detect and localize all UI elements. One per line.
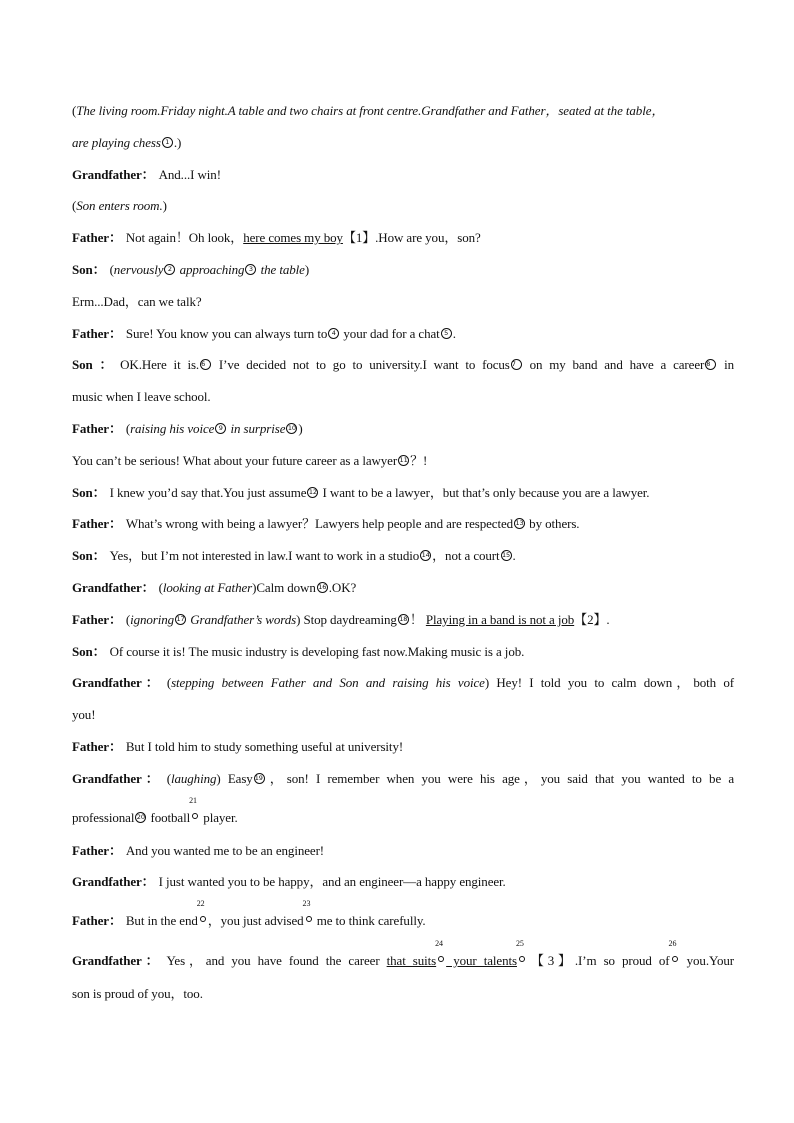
superscript-marker: 26 bbox=[671, 955, 679, 963]
underlined-phrase: Playing in a band is not a job bbox=[425, 611, 575, 627]
annotation-marker: 7 bbox=[511, 359, 522, 370]
dialogue-line: Son： I knew you’d say that.You just assume 12 I want to be a lawyer，but that’s only because you are a lawyer. bbox=[72, 484, 650, 500]
dialogue-line: Father： But in the end 22 ，you just advised 23 me to think carefully. bbox=[72, 899, 426, 929]
underlined-phrase: here comes my boy bbox=[243, 230, 343, 246]
dialogue-line bbox=[72, 384, 734, 416]
dialogue-text: And...I win! bbox=[158, 166, 221, 182]
dialogue-line: Grandfather： Yes，and you have found the career that suits 24 your talents 25 【3】.I’m so proud of 26 you.Your bbox=[72, 939, 734, 969]
annotation-marker: 9 bbox=[215, 423, 226, 434]
speaker-label: Father： bbox=[72, 420, 122, 436]
dialogue-text: Of course it is! The music industry is developing fast now.Making music is a job. bbox=[109, 643, 525, 659]
dialogue-text: I just wanted you to be happy，and an engineer—a happy engineer. bbox=[158, 874, 506, 890]
script-page bbox=[72, 98, 734, 1013]
annotation-marker: 10 bbox=[287, 423, 296, 432]
dialogue-text: Erm...Dad，can we talk? bbox=[72, 293, 202, 309]
dialogue-line: Grandfather： (looking at Father)Calm down 16 .OK? bbox=[72, 579, 357, 595]
stage-direction-line: (The living room.Friday night.A table and two chairs at front centre.Grandfather and Father，seated at the table， bbox=[72, 103, 665, 118]
dialogue-line: Son： (nervously 2 approaching 3 the table) bbox=[72, 261, 310, 277]
dialogue-line: Father： Sure! You know you can always turn to 4 your dad for a chat 5 . bbox=[72, 325, 456, 341]
annotation-marker: 4 bbox=[328, 328, 339, 339]
underlined-phrase: your talents bbox=[446, 953, 517, 969]
stage-direction-line: are playing chess 1 .) bbox=[72, 134, 182, 150]
annotation-marker: 15 bbox=[502, 551, 511, 560]
dialogue-line: Father： (ignoring 17 Grandfather’s words) Stop daydreaming 18 ！ Playing in a band is not a job【2】. bbox=[72, 611, 610, 627]
annotation-marker: 19 bbox=[254, 773, 263, 782]
dialogue-line bbox=[72, 289, 734, 321]
annotation-marker: 5 bbox=[441, 328, 452, 339]
dialogue-line bbox=[72, 734, 734, 766]
annotation-marker: 1 bbox=[162, 137, 173, 148]
annotation-marker: 3 bbox=[245, 264, 256, 275]
dialogue-line bbox=[72, 869, 734, 901]
speaker-label: Son ： bbox=[72, 357, 117, 373]
marker-circle bbox=[438, 956, 444, 962]
underlined-phrase: that suits bbox=[386, 953, 437, 969]
annotation-marker: 16 bbox=[318, 582, 327, 591]
dialogue-line: You can’t be serious! What about your future career as a lawyer 11 ？! bbox=[72, 452, 428, 468]
superscript-marker: 25 bbox=[518, 955, 526, 963]
dialogue-text: son is proud of you，too. bbox=[72, 986, 203, 1002]
marker-circle bbox=[519, 956, 525, 962]
marker-circle bbox=[672, 956, 678, 962]
dialogue-line bbox=[72, 981, 734, 1013]
annotation-marker: 12 bbox=[308, 487, 317, 496]
dialogue-line bbox=[72, 838, 734, 870]
dialogue-text: music when I leave school. bbox=[72, 389, 211, 405]
annotation-marker: 18 bbox=[399, 614, 408, 623]
speaker-label: Grandfather： bbox=[72, 675, 163, 691]
annotation-marker: 13 bbox=[515, 519, 524, 528]
speaker-label: Father： bbox=[72, 738, 122, 754]
marker-circle bbox=[306, 916, 312, 922]
speaker-label: Son： bbox=[72, 643, 106, 659]
dialogue-text: And you wanted me to be an engineer! bbox=[125, 842, 325, 858]
dialogue-line: professional 20 football 21 player. bbox=[72, 795, 238, 825]
speaker-label: Son： bbox=[72, 484, 106, 500]
annotation-marker: 8 bbox=[705, 359, 716, 370]
dialogue-line: Grandfather： (stepping between Father and Son and raising his voice) Hey! I told you to calm down，both of bbox=[72, 675, 734, 691]
speaker-label: Grandfather： bbox=[72, 874, 155, 890]
dialogue-line: Son ： OK.Here it is. 6 I’ve decided not to go to university.I want to focus 7 on my band and have a career 8 in bbox=[72, 357, 734, 373]
stage-direction: are playing chess bbox=[72, 134, 161, 150]
speaker-label: Son： bbox=[72, 548, 106, 564]
dialogue-line bbox=[72, 162, 734, 194]
stage-direction-line: (Son enters room.) bbox=[72, 198, 167, 214]
speaker-label: Father： bbox=[72, 230, 122, 246]
annotation-marker: 2 bbox=[164, 264, 175, 275]
speaker-label: Son： bbox=[72, 261, 106, 277]
dialogue-line: Father： Not again！Oh look，here comes my boy【1】.How are you，son? bbox=[72, 230, 481, 246]
dialogue-line: Father： What’s wrong with being a lawyer？Lawyers help people and are respected 13 by others. bbox=[72, 516, 580, 532]
speaker-label: Grandfather： bbox=[72, 770, 163, 786]
annotation-marker: 6 bbox=[200, 359, 211, 370]
superscript-marker: 24 bbox=[437, 955, 445, 963]
dialogue-text: But I told him to study something useful at university! bbox=[125, 738, 404, 754]
superscript-marker: 21 bbox=[191, 812, 199, 820]
dialogue-line: Grandfather： (laughing) Easy 19 ，son! I remember when you were his age，you said that you wanted to be a bbox=[72, 770, 735, 786]
speaker-label: Father： bbox=[72, 516, 122, 532]
dialogue-line: Father： (raising his voice 9 in surprise 10 ) bbox=[72, 420, 303, 436]
annotation-marker: 17 bbox=[176, 614, 185, 623]
stage-direction: The living room.Friday night.A table and two chairs at front centre.Grandfather and Father，seated at the table， bbox=[76, 103, 665, 118]
dialogue-text: you! bbox=[72, 707, 96, 723]
speaker-label: Grandfather： bbox=[72, 579, 155, 595]
marker-circle bbox=[192, 813, 198, 819]
annotation-marker: 20 bbox=[136, 812, 145, 821]
dialogue-line bbox=[72, 639, 734, 671]
dialogue-line bbox=[72, 702, 734, 734]
speaker-label: Grandfather： bbox=[72, 953, 163, 969]
annotation-marker: 14 bbox=[421, 551, 430, 560]
marker-circle bbox=[200, 916, 206, 922]
annotation-marker: 11 bbox=[399, 455, 408, 464]
speaker-label: Grandfather： bbox=[72, 166, 155, 182]
speaker-label: Father： bbox=[72, 325, 122, 341]
stage-direction: Son enters room. bbox=[76, 198, 163, 214]
speaker-label: Father： bbox=[72, 913, 122, 929]
superscript-marker: 23 bbox=[305, 915, 313, 923]
dialogue-line: Son： Yes，but I’m not interested in law.I want to work in a studio 14 ，not a court 15 . bbox=[72, 548, 516, 564]
superscript-marker: 22 bbox=[199, 915, 207, 923]
speaker-label: Father： bbox=[72, 611, 122, 627]
speaker-label: Father： bbox=[72, 842, 122, 858]
